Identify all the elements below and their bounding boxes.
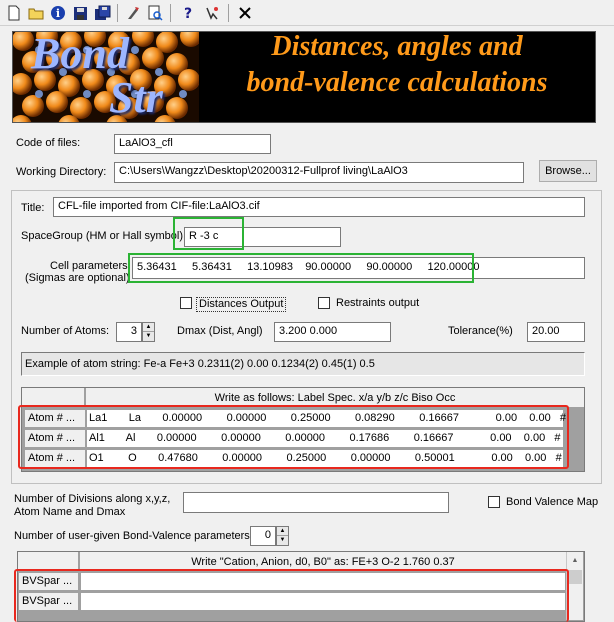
- bv-row-header: BVSpar ...: [18, 572, 79, 591]
- example-atom-string: Example of atom string: Fe-a Fe+3 0.2311(2) 0.00 0.1234(2) 0.45(1) 0.5: [25, 358, 375, 370]
- restraints-output-label: Restraints output: [336, 297, 420, 309]
- atom-row-header: Atom # ...: [24, 449, 86, 468]
- distances-output-checkbox[interactable]: [180, 297, 192, 309]
- spin-up-icon[interactable]: ▲: [143, 323, 154, 332]
- banner-title: [199, 32, 595, 122]
- bond-valence-map-label: Bond Valence Map: [506, 496, 599, 508]
- new-file-icon[interactable]: [5, 4, 23, 22]
- cell-sigmas-label: (Sigmas are optional): [25, 272, 130, 284]
- open-folder-icon[interactable]: [27, 4, 45, 22]
- browse-button[interactable]: Browse...: [539, 160, 597, 182]
- atom-grid-header: Write as follows: Label Spec. x/a y/b z/c Biso Occ: [86, 388, 584, 407]
- bv-row-header: BVSpar ...: [18, 592, 79, 611]
- atom-row-header: Atom # ...: [24, 409, 86, 428]
- tolerance-input[interactable]: 20.00: [527, 322, 585, 342]
- scroll-up-icon[interactable]: ▲: [571, 557, 579, 564]
- divisions-label-2: Atom Name and Dmax: [14, 506, 126, 518]
- toolbar-separator: [170, 4, 171, 22]
- number-of-atoms-spinner[interactable]: [142, 322, 155, 342]
- title-label: Title:: [21, 202, 45, 214]
- divisions-label-1: Number of Divisions along x,y,z,: [14, 493, 171, 505]
- bondstr-logo: [13, 32, 199, 122]
- scroll-thumb[interactable]: [568, 570, 582, 584]
- code-of-files-input[interactable]: LaAlO3_cfl: [114, 134, 271, 154]
- distances-output-label: Distances Output: [196, 297, 286, 312]
- title-input[interactable]: CFL-file imported from CIF-file:LaAlO3.cif: [53, 197, 585, 217]
- logo-word-bond: Bond: [31, 32, 129, 78]
- working-directory-input[interactable]: C:\Users\Wangzz\Desktop\20200312-Fullprof living\LaAlO3: [114, 162, 524, 183]
- svg-text:i: i: [55, 7, 61, 20]
- bond-valence-map-checkbox[interactable]: [488, 496, 500, 508]
- spin-down-icon[interactable]: ▼: [279, 537, 286, 543]
- spacegroup-label: SpaceGroup (HM or Hall symbol): [21, 230, 183, 242]
- bv-params-count-label: Number of user-given Bond-Valence parameters: [14, 530, 250, 542]
- number-of-atoms-label: Number of Atoms:: [21, 325, 110, 337]
- cell-parameters-highlight: [128, 253, 474, 283]
- atom-rows-highlight: [18, 405, 569, 469]
- close-icon[interactable]: [236, 4, 254, 22]
- divisions-input[interactable]: [183, 492, 449, 513]
- bv-rows-highlight: [14, 569, 569, 622]
- atom-row-header: Atom # ...: [24, 429, 86, 448]
- cell-parameters-input[interactable]: 5.36431 5.36431 13.10983 90.00000 90.00000 120.00000: [132, 257, 585, 279]
- cell-parameters-label: Cell parameters:: [50, 260, 131, 272]
- example-atom-string-panel: [21, 352, 585, 376]
- dmax-input[interactable]: 3.200 0.000: [274, 322, 391, 342]
- spacegroup-input[interactable]: R -3 c: [184, 227, 341, 247]
- svg-text:?: ?: [183, 6, 193, 21]
- dmax-label: Dmax (Dist, Angl): [177, 325, 263, 337]
- spin-up-icon[interactable]: ▲: [277, 527, 288, 536]
- bv-params-count-input[interactable]: 0: [250, 526, 276, 546]
- toolbar-separator: [228, 4, 229, 22]
- restraints-output-checkbox[interactable]: [318, 297, 330, 309]
- about-icon[interactable]: [203, 4, 221, 22]
- atom-row-value[interactable]: Al1 Al 0.00000 0.00000 0.00000 0.17686 0.16667 0.00 0.00 #: [86, 429, 564, 448]
- toolbar-separator: [117, 4, 118, 22]
- help-icon[interactable]: [179, 4, 197, 22]
- code-of-files-label: Code of files:: [16, 137, 81, 149]
- banner-title-line2: bond-valence calculations: [246, 67, 548, 98]
- preview-icon[interactable]: [146, 4, 164, 22]
- atom-row-value[interactable]: La1 La 0.00000 0.00000 0.25000 0.08290 0.16667 0.00 0.00 #: [86, 409, 564, 428]
- atom-row-value[interactable]: O1 O 0.47680 0.00000 0.25000 0.00000 0.50001 0.00 0.00 #: [86, 449, 564, 468]
- save-all-icon[interactable]: [93, 4, 111, 22]
- bv-params-count-spinner[interactable]: [276, 526, 289, 546]
- toolbar: [0, 0, 614, 26]
- save-icon[interactable]: [71, 4, 89, 22]
- spin-down-icon[interactable]: ▼: [145, 333, 152, 339]
- info-icon[interactable]: [49, 4, 67, 22]
- run-icon[interactable]: [124, 4, 142, 22]
- banner-title-line1: Distances, angles and: [271, 31, 523, 62]
- working-directory-label: Working Directory:: [16, 166, 107, 178]
- banner: [12, 31, 596, 123]
- spacegroup-highlight: [173, 217, 244, 250]
- bv-grid-header: Write "Cation, Anion, d0, B0" as: FE+3 O-2 1.760 0.37: [80, 552, 566, 571]
- logo-word-str: Str: [109, 73, 163, 122]
- tolerance-label: Tolerance(%): [448, 325, 513, 337]
- number-of-atoms-input[interactable]: 3: [116, 322, 142, 342]
